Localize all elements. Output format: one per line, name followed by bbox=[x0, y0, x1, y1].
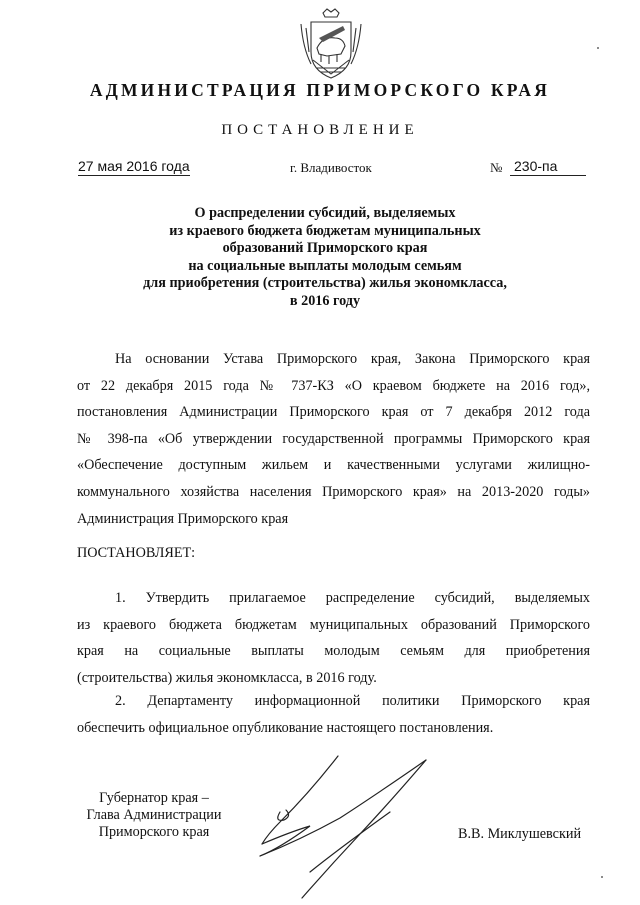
basis-line: постановления Администрации Приморского края от 7 декабря 2012 года bbox=[77, 404, 590, 421]
signatory-name: В.В. Миклушевский bbox=[458, 826, 582, 842]
basis-line: № 398-па «Об утверждении государственной программы Приморского края bbox=[77, 430, 590, 447]
item-line: 1. Утвердить прилагаемое распределение субсидий, выделяемых bbox=[115, 590, 590, 606]
basis-line: коммунального хозяйства населения Приморского края» на 2013-2020 годы» bbox=[77, 483, 590, 500]
document-date: 27 мая 2016 года bbox=[78, 158, 190, 174]
signatory-position-line: Губернатор края – bbox=[99, 790, 209, 806]
document-type: ПОСТАНОВЛЕНИЕ bbox=[221, 122, 419, 138]
decree-item-1 bbox=[77, 585, 590, 691]
item-line: (строительства) жилья экономкласса, в 2016 году. bbox=[77, 669, 377, 686]
decree-word: ПОСТАНОВЛЯЕТ: bbox=[77, 545, 196, 561]
item-line: обеспечить официальное опубликование настоящего постановления. bbox=[77, 719, 494, 736]
scan-speck bbox=[601, 876, 603, 878]
document-city: г. Владивосток bbox=[290, 160, 372, 175]
item-line: 2. Департаменту информационной политики Приморского края bbox=[115, 693, 590, 709]
basis-line: Администрация Приморского края bbox=[77, 510, 289, 527]
organization-title: АДМИНИСТРАЦИЯ ПРИМОРСКОГО КРАЯ bbox=[89, 80, 551, 100]
title-line: в 2016 году bbox=[289, 292, 361, 309]
basis-line: от 22 декабря 2015 года № 737-КЗ «О краевом бюджете на 2016 год», bbox=[77, 377, 590, 394]
title-line: для приобретения (строительства) жилья экономкласса, bbox=[143, 275, 507, 292]
item-line: из краевого бюджета бюджетам муниципальных образований Приморского bbox=[77, 616, 590, 633]
item-line: края на социальные выплаты молодым семьям для приобретения bbox=[77, 643, 590, 660]
signatory-position-line: Приморского края bbox=[98, 824, 210, 840]
title-line: из краевого бюджета бюджетам муниципальных bbox=[169, 222, 481, 239]
decree-item-2 bbox=[77, 688, 590, 741]
coat-of-arms-emblem bbox=[297, 8, 365, 84]
signatory-position bbox=[80, 790, 228, 841]
document-title bbox=[60, 205, 590, 311]
title-line: О распределении субсидий, выделяемых bbox=[194, 205, 456, 221]
basis-line: «Обеспечение доступным жильем и качественными услугами жилищно- bbox=[77, 457, 590, 474]
title-line: образований Приморского края bbox=[222, 240, 428, 257]
scan-speck bbox=[597, 47, 599, 49]
number-sign: № bbox=[490, 160, 503, 175]
basis-paragraph bbox=[77, 346, 590, 532]
title-line: на социальные выплаты молодым семьям bbox=[188, 257, 462, 274]
basis-line: На основании Устава Приморского края, Закона Приморского края bbox=[115, 351, 590, 367]
document-number: 230-па bbox=[510, 158, 586, 176]
handwritten-signature bbox=[240, 752, 440, 902]
signatory-position-line: Глава Администрации bbox=[86, 807, 222, 823]
